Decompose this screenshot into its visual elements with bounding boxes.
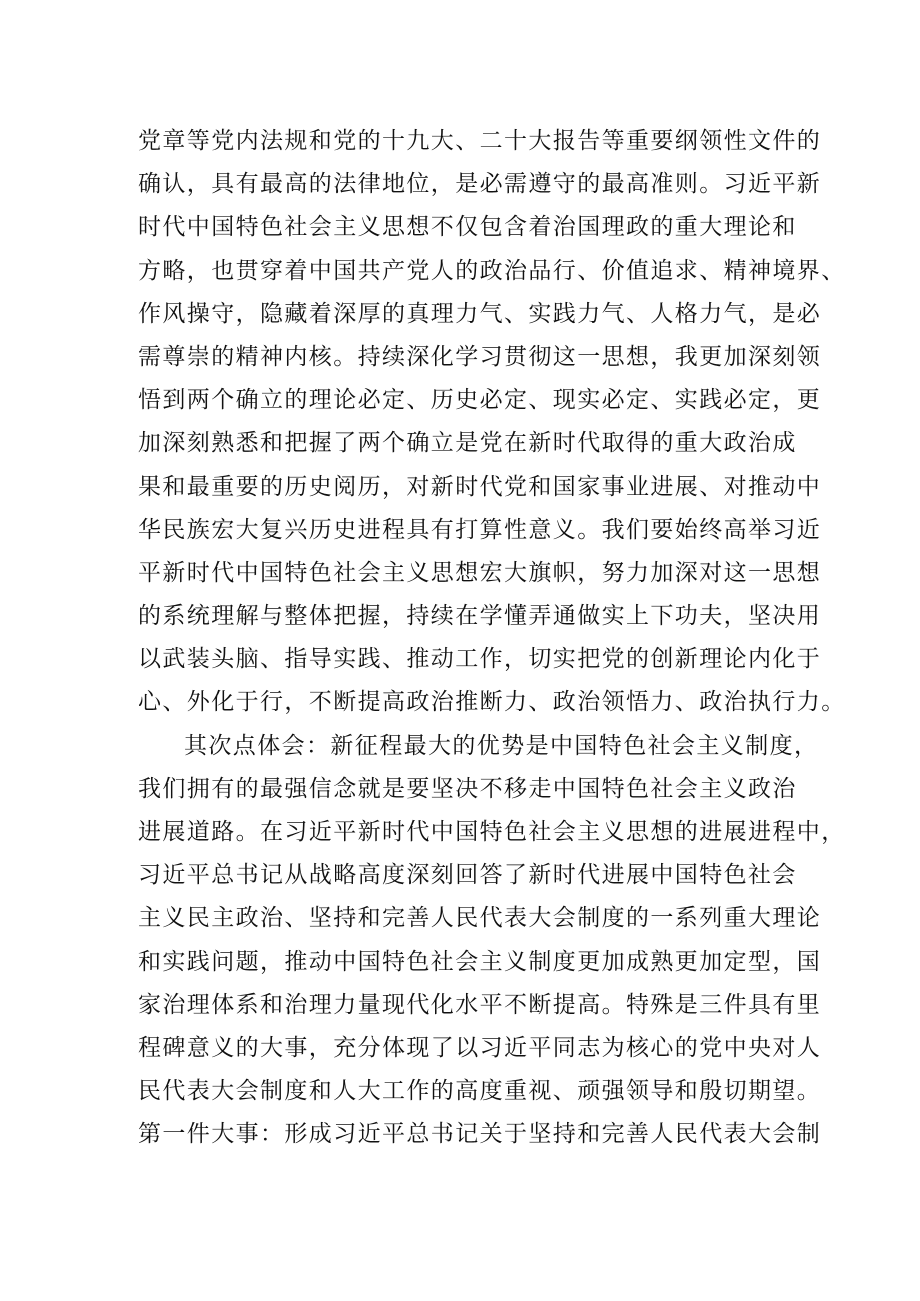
text-line: 和实践问题，推动中国特色社会主义制度更加成熟更加定型，国 (138, 948, 822, 975)
text-line: 习近平总书记从战略高度深刻回答了新时代进展中国特色社会 (138, 862, 797, 889)
text-line: 悟到两个确立的理论必定、历史必定、现实必定、实践必定，更 (138, 387, 822, 414)
text-line: 心、外化于行，不断提高政治推断力、政治领悟力、政治执行力。 (138, 689, 846, 716)
text-line: 第一件大事：形成习近平总书记关于坚持和完善人民代表大会制 (138, 1121, 822, 1148)
text-line: 的系统理解与整体把握，持续在学懂弄通做实上下功夫，坚决用 (138, 603, 822, 630)
text-line: 程碑意义的大事，充分体现了以习近平同志为核心的党中央对人 (138, 1034, 822, 1061)
text-line: 需尊崇的精神内核。持续深化学习贯彻这一思想，我更加深刻领 (138, 343, 822, 370)
text-line: 我们拥有的最强信念就是要坚决不移走中国特色社会主义政治 (138, 775, 797, 802)
text-line: 民代表大会制度和人大工作的高度重视、顽强领导和殷切期望。 (138, 1078, 822, 1105)
text-line: 时代中国特色社会主义思想不仅包含着治国理政的重大理论和 (138, 214, 797, 241)
text-line: 华民族宏大复兴历史进程具有打算性意义。我们要始终高举习近 (138, 516, 822, 543)
text-line: 进展道路。在习近平新时代中国特色社会主义思想的进展进程中， (138, 819, 846, 845)
text-line: 作风操守，隐藏着深厚的真理力气、实践力气、人格力气，是必 (138, 300, 822, 327)
paragraph-start-line: 其次点体会：新征程最大的优势是中国特色社会主义制度， (184, 732, 819, 759)
text-line: 方略，也贯穿着中国共产党人的政治品行、价值追求、精神境界、 (138, 257, 846, 284)
text-line: 确认，具有最高的法律地位，是必需遵守的最高准则。习近平新 (138, 171, 822, 198)
text-line: 党章等党内法规和党的十九大、二十大报告等重要纲领性文件的 (138, 128, 822, 154)
text-line: 加深刻熟悉和把握了两个确立是党在新时代取得的重大政治成 (138, 430, 797, 457)
text-line: 家治理体系和治理力量现代化水平不断提高。特殊是三件具有里 (138, 991, 822, 1018)
text-line: 平新时代中国特色社会主义思想宏大旗帜，努力加深对这一思想 (138, 559, 822, 586)
text-line: 以武装头脑、指导实践、推动工作，切实把党的创新理论内化于 (138, 646, 822, 673)
text-line: 果和最重要的历史阅历，对新时代党和国家事业进展、对推动中 (138, 473, 822, 500)
body-text (138, 120, 846, 1157)
text-line: 主义民主政治、坚持和完善人民代表大会制度的一系列重大理论 (138, 905, 822, 932)
